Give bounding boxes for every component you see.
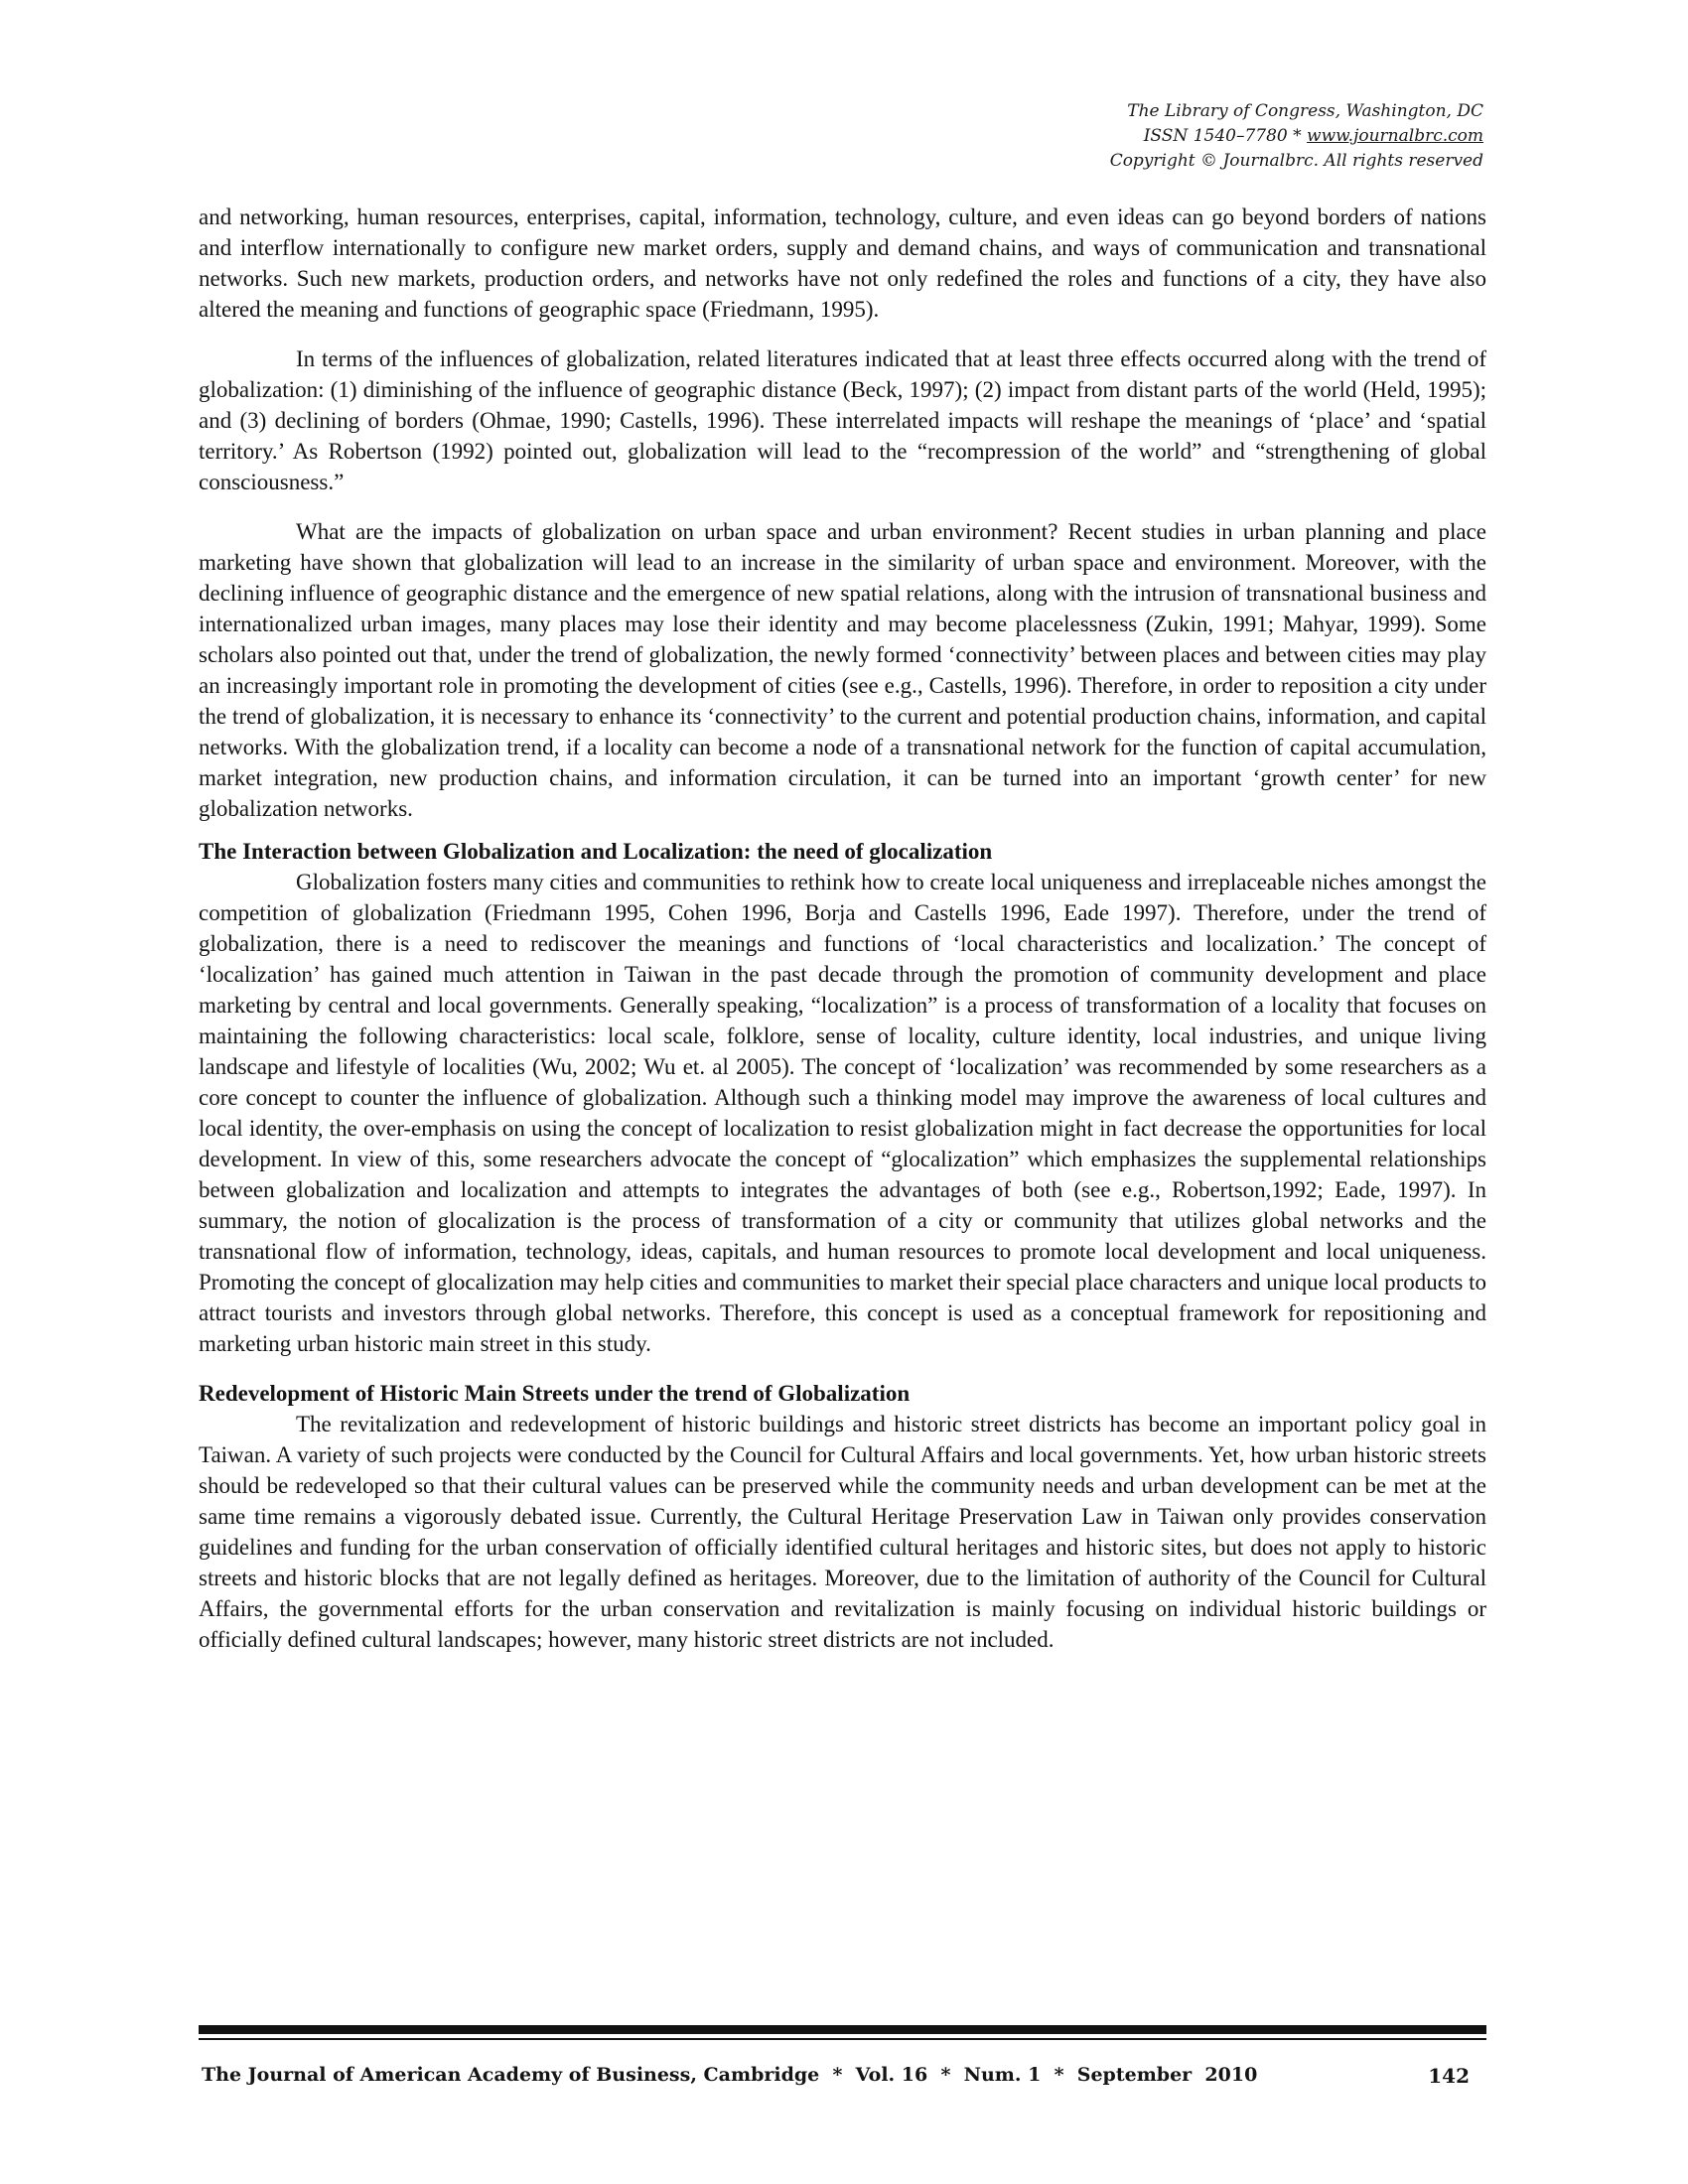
paragraph-3: What are the impacts of globalization on urban space and urban environment? Recent studies in urban planning and place marketing have shown that globalization will lead to an increase in the similarity of urban space and environment. Moreover, with the declining influence of geographic distance and the emergence of new spatial relations, along with the intrusion of transnational business and internationalized urban images, many places may lose their identity and may become placelessness (Zukin, 1991; Mahyar, 1999). Some scholars also pointed out that, under the trend of globalization, the newly formed ‘connectivity’ between places and between cities may play an increasingly important role in promoting the development of cities (see e.g., Castells, 1996). Therefore, in order to reposition a city under the trend of globalization, it is necessary to enhance its ‘connectivity’ to the current and potential production chains, information, and capital networks. With the globalization trend, if a locality can become a node of a transnational network for the function of capital accumulation, market integration, new production chains, and information circulation, it can be turned into an important ‘growth center’ for new globalization networks. (199, 519, 1486, 821)
header-copyright-line: Copyright © Journalbrc. All rights reserved (1109, 151, 1483, 171)
article-body (199, 202, 1486, 1655)
footer-rule-thick (199, 2025, 1486, 2034)
header-library-line: The Library of Congress, Washington, DC (1127, 101, 1483, 121)
paragraph-5: The revitalization and redevelopment of historic buildings and historic street districts has become an important policy goal in Taiwan. A variety of such projects were conducted by the Council for Cultural Affairs and local governments. Yet, how urban historic streets should be redeveloped so that their cultural values can be preserved while the community needs and urban development can be met at the same time remains a vigorously debated issue. Currently, the Cultural Heritage Preservation Law in Taiwan only provides conservation guidelines and funding for the urban conservation of officially identified cultural heritages and historic sites, but does not apply to historic streets and historic blocks that are not legally defined as heritages. Moreover, due to the limitation of authority of the Council for Cultural Affairs, the governmental efforts for the urban conservation and revitalization is mainly focusing on individual historic buildings or officially defined cultural landscapes; however, many historic street districts are not included. (199, 1412, 1486, 1652)
paragraph-4: Globalization fosters many cities and communities to rethink how to create local uniqueness and irreplaceable niches amongst the competition of globalization (Friedmann 1995, Cohen 1996, Borja and Castells 1996, Eade 1997). Therefore, under the trend of globalization, there is a need to rediscover the meanings and functions of ‘local characteristics and localization.’ The concept of ‘localization’ has gained much attention in Taiwan in the past decade through the promotion of community development and place marketing by central and local governments. Generally speaking, “localization” is a process of transformation of a locality that focuses on maintaining the following characteristics: local scale, folklore, sense of locality, culture identity, local industries, and unique living landscape and lifestyle of localities (Wu, 2002; Wu et. al 2005). The concept of ‘localization’ was recommended by some researchers as a core concept to counter the influence of globalization. Although such a thinking model may improve the awareness of local cultures and local identity, the over-emphasis on using the concept of localization to resist globalization might in fact decrease the opportunities for local development. In view of this, some researchers advocate the concept of “glocalization” which emphasizes the supplemental relationships between globalization and localization and attempts to integrates the advantages of both (see e.g., Robertson,1992; Eade, 1997). In summary, the notion of glocalization is the process of transformation of a city or community that utilizes global networks and the transnational flow of information, technology, ideas, capitals, and human resources to promote local development and local uniqueness. Promoting the concept of glocalization may help cities and communities to market their special place characters and unique local products to attract tourists and investors through global networks. Therefore, this concept is used as a conceptual framework for repositioning and marketing urban historic main street in this study. (199, 870, 1486, 1356)
paragraph-1: and networking, human resources, enterprises, capital, information, technology, culture, and even ideas can go beyond borders of nations and interflow internationally to configure new market orders, supply and demand chains, and ways of communication and transnational networks. Such new markets, production orders, and networks have not only redefined the roles and functions of a city, they have also altered the meaning and functions of geographic space (Friedmann, 1995). (199, 205, 1486, 322)
page-footer (202, 2064, 1470, 2086)
section-heading-glocalization: The Interaction between Globalization and Localization: the need of glocalization (199, 839, 993, 864)
section-heading-historic-main-streets: Redevelopment of Historic Main Streets under the trend of Globalization (199, 1381, 911, 1406)
footer-journal-citation: The Journal of American Academy of Business, Cambridge * Vol. 16 * Num. 1 * September 2010 (202, 2064, 1258, 2086)
journal-url-link[interactable]: www.journalbrc.com (1307, 126, 1483, 146)
header-issn-line (1110, 124, 1483, 149)
page-number: 142 (1428, 2064, 1470, 2088)
paragraph-2: In terms of the influences of globalization, related literatures indicated that at least three effects occurred along with the trend of globalization: (1) diminishing of the influence of geographic distance (Beck, 1997); (2) impact from distant parts of the world (Held, 1995); and (3) declining of borders (Ohmae, 1990; Castells, 1996). These interrelated impacts will reshape the meanings of ‘place’ and ‘spatial territory.’ As Robertson (1992) pointed out, globalization will lead to the “recompression of the world” and “strengthening of global consciousness.” (199, 346, 1486, 494)
footer-rule-thin (199, 2038, 1486, 2040)
page-header (1110, 99, 1483, 174)
header-issn: ISSN 1540–7780 * (1143, 126, 1308, 146)
